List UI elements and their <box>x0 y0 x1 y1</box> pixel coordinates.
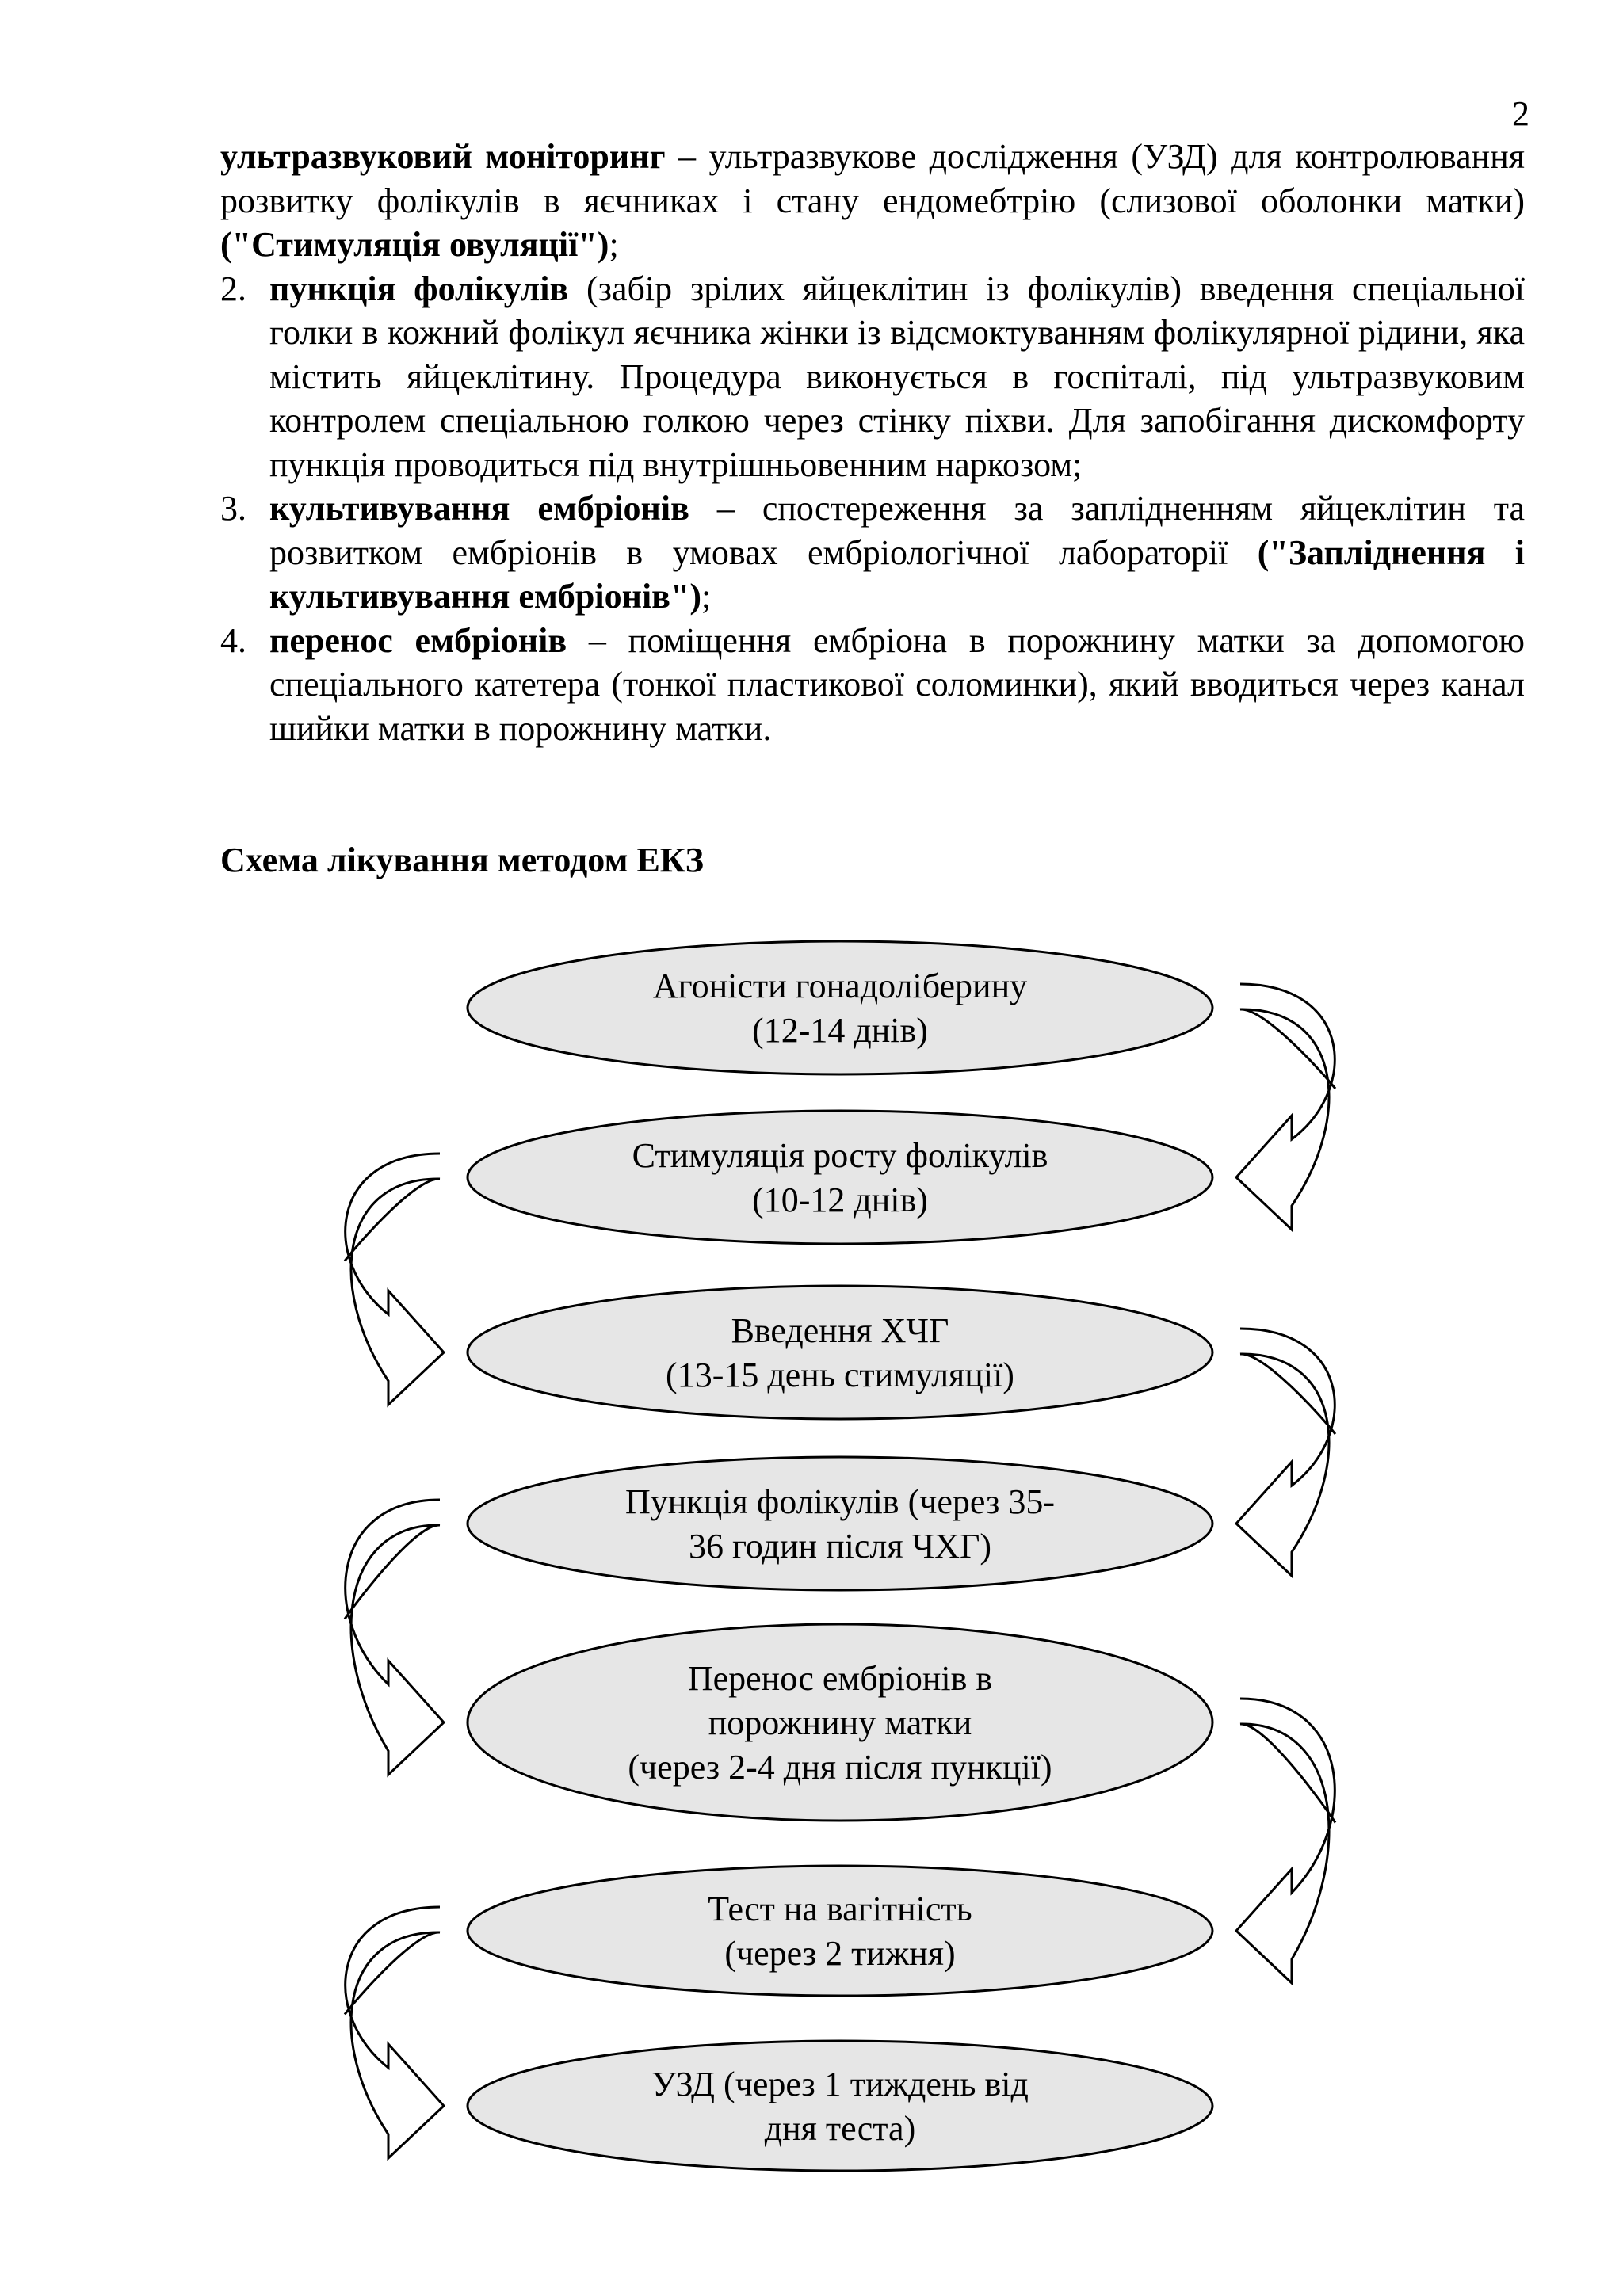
flow-step-6 <box>468 1866 1212 1996</box>
list-text: – спостереження за заплідненням яйцеклітин та розвитком ембріонів в умовах ембріологічної лабораторії <box>269 489 1525 572</box>
flow-step-text: дня теста) <box>764 2109 916 2148</box>
intro-tail: ; <box>609 225 619 264</box>
flow-step-ellipse <box>468 1286 1212 1419</box>
list-reference: ("Запліднення і культивування ембріонів") <box>269 532 1526 616</box>
flow-step-text: Агоністи гонадоліберину <box>652 967 1028 1005</box>
intro-text: – ультразвукове дослідження (УЗД) для контролювання розвитку фолікулів в яєчниках і стану ендомебтрію (слизової оболонки матки) <box>220 137 1525 220</box>
flow-step-ellipse <box>468 2041 1212 2171</box>
flow-step-7 <box>468 2041 1212 2171</box>
flow-step-ellipse <box>468 1866 1212 1996</box>
flow-step-text: (через 2-4 дня після пункції) <box>628 1748 1052 1787</box>
intro-term: ультразвуковий моніторинг <box>220 137 666 176</box>
curved-arrow-left <box>345 1154 444 1405</box>
scheme-title: Схема лікування методом ЕКЗ <box>220 841 704 879</box>
page-number: 2 <box>1512 94 1529 133</box>
list-text: (забір зрілих яйцеклітин із фолікулів) введення спеціальної голки в кожний фолікул яєчника жінки із відсмоктуванням фолікулярної рідини, яка містить яйцеклітину. Процедура виконується в госпіталі, під ультразвуковим контролем спеціальною голкою через стінку піхви. Для запобігання дискомфорту пункція проводиться під внутрішньовенним наркозом; <box>269 269 1526 484</box>
flow-step-text: (10-12 днів) <box>752 1180 928 1219</box>
flow-step-text: (13-15 день стимуляції) <box>666 1356 1014 1394</box>
curved-arrow-right <box>1236 1329 1335 1576</box>
flow-step-text: (12-14 днів) <box>752 1011 928 1050</box>
flow-step-ellipse <box>468 1111 1212 1244</box>
curved-arrow-left <box>345 1907 444 2158</box>
flow-step-5 <box>468 1624 1212 1821</box>
curved-arrow-right <box>1236 1699 1335 1983</box>
flow-step-text: Введення ХЧГ <box>731 1311 949 1350</box>
list-number: 4. <box>220 620 246 660</box>
intro-reference: ("Стимуляція овуляції") <box>220 225 609 264</box>
flow-step-ellipse <box>468 941 1212 1074</box>
flow-step-2 <box>468 1111 1212 1244</box>
list-tail: ; <box>701 577 712 616</box>
flow-step-text: порожнину матки <box>708 1703 972 1742</box>
flow-step-1 <box>468 941 1212 1074</box>
flow-step-ellipse <box>468 1457 1212 1590</box>
list-term: культивування ембріонів <box>269 489 689 528</box>
list-number: 3. <box>220 489 246 528</box>
list-number: 2. <box>220 269 246 308</box>
flow-step-text: УЗД (через 1 тиждень від <box>651 2065 1029 2103</box>
list-term: перенос ембріонів <box>269 620 567 660</box>
flow-step-text: Стимуляція росту фолікулів <box>632 1136 1048 1175</box>
curved-arrow-right <box>1236 984 1335 1230</box>
list-term: пункція фолікулів <box>269 269 569 308</box>
flow-step-text: Пункція фолікулів (через 35- <box>624 1482 1056 1521</box>
flow-step-3 <box>468 1286 1212 1419</box>
flow-step-4 <box>468 1457 1212 1590</box>
flow-step-text: (через 2 тижня) <box>724 1934 956 1973</box>
curved-arrow-left <box>345 1500 444 1775</box>
list-text: – поміщення ембріона в порожнину матки за допомогою спеціального катетера (тонкої пластикової соломинки), який вводиться через канал шийки матки в порожнину матки. <box>269 620 1526 748</box>
flow-step-text: 36 годин після ЧХГ) <box>688 1527 992 1566</box>
flow-step-text: Тест на вагітність <box>708 1890 972 1928</box>
flow-step-text: Перенос ембріонів в <box>687 1659 993 1698</box>
